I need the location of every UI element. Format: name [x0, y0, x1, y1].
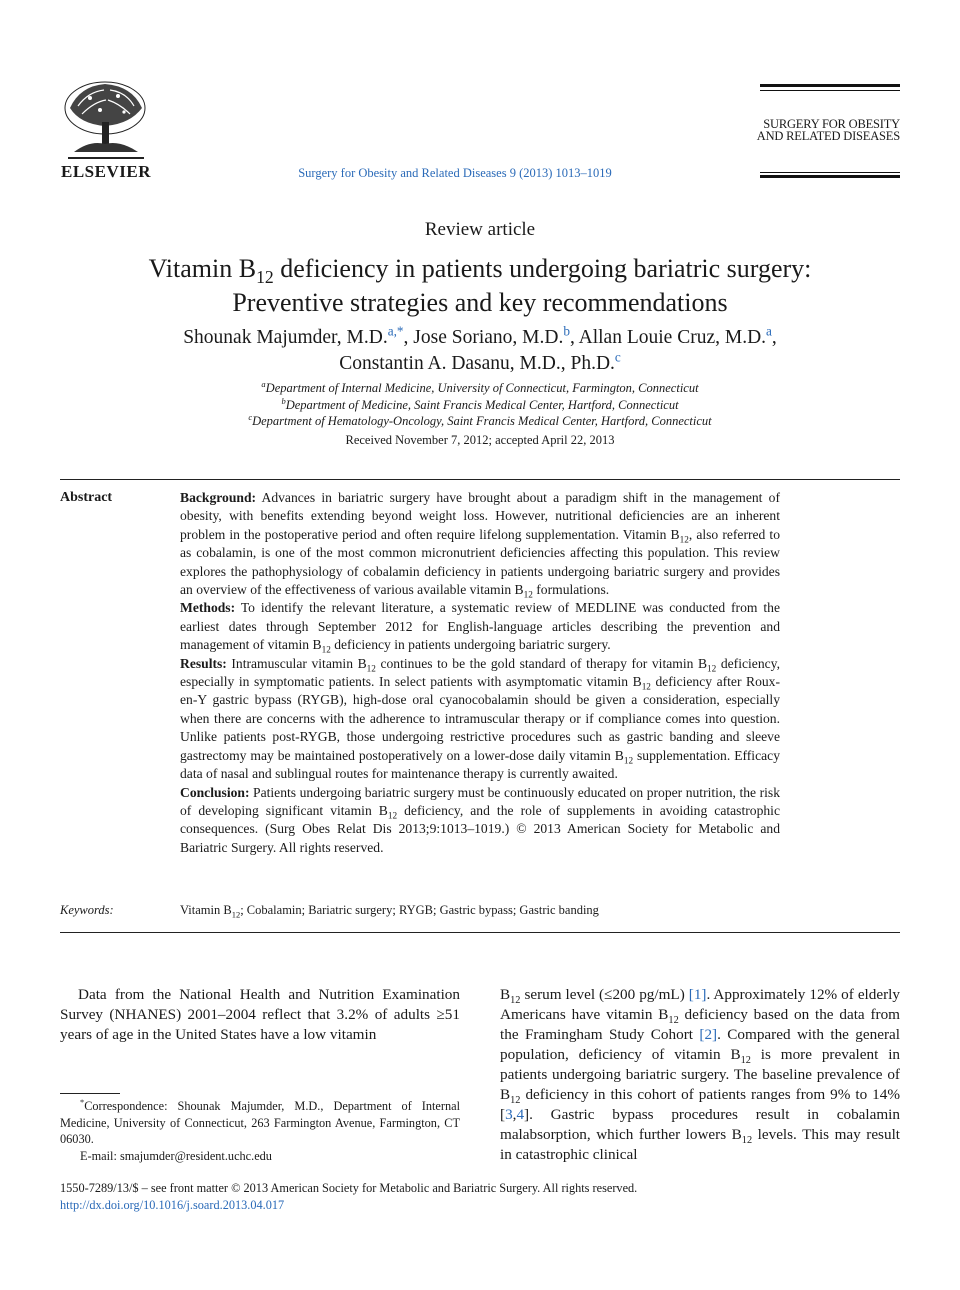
journal-rule-bottom-thick	[760, 175, 900, 178]
correspondence-footnote: *Correspondence: Shounak Majumder, M.D., Department of Internal Medicine, University of Connecticut, 263 Farmington Avenue, Farmington, CT 06030. E-mail: smajumder@resident.uchc.edu	[60, 1097, 460, 1163]
affiliation-line: $^b$Department of Medicine, Saint Francis Medical Center, Hartford, Connecticut	[281, 395, 679, 412]
journal-rule-bottom-thin	[760, 172, 900, 173]
doi-link[interactable]: http://dx.doi.org/10.1016/j.soard.2013.04.017	[60, 1198, 285, 1212]
abstract-label: Abstract	[60, 490, 113, 505]
reference-link[interactable]: [1]	[688, 986, 707, 1003]
author-name: Jose Soriano, M.D.	[413, 327, 564, 348]
abstract-results: Results: Intramuscular vitamin $B_{12}$ continues to be the gold standard of therapy for vitamin $B_{12}$ deficiency, especially in symptomatic patients. In select patients with asymptomatic vitamin $B_{12}$ deficiency after Roux-en-Y gastric bypass (RYGB), high-dose oral cyanocobalamin should be given a consideration, especially when there are concerns with the adherence to intramuscular therapy or if compliance comes into question. Unlike patients post-RYGB, those undergoing restrictive procedures such as gastric banding and sleeve gastrectomy may be maintained postoperatively on a lower-dose daily vitamin $B_{12}$ supplementation. Efficacy data of nasal and sublingual routes for maintenance therapy is currently awaited.	[180, 655, 780, 782]
journal-rule-top-thin	[760, 90, 900, 91]
journal-name: SURGERY FOR OBESITY AND RELATED DISEASES	[756, 117, 900, 143]
affiliation-mark[interactable]: c	[614, 349, 621, 365]
reference-link[interactable]: 4	[516, 1106, 525, 1123]
affiliation-line: $^c$Department of Hematology-Oncology, Saint Francis Medical Center, Hartford, Connecticut	[248, 411, 712, 428]
abstract-background: Background: Advances in bariatric surgery have brought about a paradigm shift in the management of obesity, with benefits extending beyond weight loss. However, nutritional deficiencies are an inherent problem in the postoperative period and often require lifelong supplementation. Vitamin $B_{12}$, also referred to as cobalamin, is one of the most common micronutrient deficiencies affecting this population. This review explores the pathophysiology of cobalamin deficiency in patients undergoing bariatric surgery and provides an overview of the effectiveness of various available vitamin $B_{12}$ formulations.	[180, 490, 780, 600]
author-name: Shounak Majumder, M.D.	[183, 327, 388, 348]
article-title: Vitamin $B_{12}$ deficiency in patients undergoing bariatric surgery: Preventive strategies and key recommendations	[148, 254, 812, 317]
reference-link[interactable]: 3	[505, 1106, 513, 1123]
affiliation-mark[interactable]: a,*	[387, 323, 404, 339]
affiliation-line: $^a$Department of Internal Medicine, University of Connecticut, Farmington, Connecticut	[261, 378, 699, 395]
received-dates: Received November 7, 2012; accepted April 22, 2013	[345, 433, 615, 447]
body-paragraph-right: $B_{12}$ serum level (≤200 pg/mL) [1]. Approximately 12% of elderly Americans have vitamin $B_{12}$ deficiency based on the data from the Framingham Study Cohort [2]. Compared with the general population, deficiency of vitamin $B_{12}$ is more prevalent in patients undergoing bariatric surgery. The baseline prevalence of $B_{12}$ deficiency in this cohort of patients ranges from 9% to 14% [3,4]. Gastric bypass procedures result in cobalamin malabsorption, which further lowers $B_{12}$ levels. This may result in catastrophic clinical	[500, 986, 901, 1163]
article-type: Review article	[424, 219, 536, 240]
abstract-top-rule	[60, 479, 900, 480]
publisher-name: ELSEVIER	[61, 162, 151, 181]
abstract-body	[180, 489, 780, 857]
keywords-list: Vitamin $B_{12}$; Cobalamin; Bariatric surgery; RYGB; Gastric bypass; Gastric banding	[180, 903, 599, 920]
affiliation-mark[interactable]: a	[766, 323, 772, 339]
copyright-line: 1550-7289/13/$ – see front matter © 2013 American Society for Metabolic and Bariatric Surgery. All rights reserved.	[60, 1181, 638, 1195]
abstract-bottom-rule	[60, 932, 900, 933]
author-name: Allan Louie Cruz, M.D.	[578, 327, 767, 348]
footnote-rule	[60, 1093, 120, 1094]
reference-link[interactable]: [2]	[699, 1026, 718, 1043]
affiliations	[60, 380, 900, 430]
journal-citation-link[interactable]: Surgery for Obesity and Related Diseases 9 (2013) 1013–1019	[298, 166, 612, 180]
journal-rule-top-thick	[760, 84, 900, 87]
abstract-methods: Methods: To identify the relevant literature, a systematic review of MEDLINE was conducted from the earliest dates through September 2012 for English-language articles describing the prevention and management of vitamin $B_{12}$ deficiency in patients undergoing bariatric surgery.	[180, 600, 780, 655]
affiliation-mark[interactable]: b	[563, 323, 570, 339]
author-name: Constantin A. Dasanu, M.D., Ph.D.	[339, 353, 615, 374]
body-paragraph-left: Data from the National Health and Nutrition Examination Survey (NHANES) 2001–2004 reflect that 3.2% of adults ≥51 years of age in the United States have a low vitamin	[60, 986, 460, 1043]
keywords-label: Keywords:	[60, 903, 114, 917]
author-list: Shounak Majumder, M.D.$^{a,*}$, Jose Soriano, M.D.$^b$, Allan Louie Cruz, M.D.$^a$, Constantin A. Dasanu, M.D., Ph.D.$^c$	[183, 323, 777, 374]
abstract-conclusion: Conclusion: Patients undergoing bariatric surgery must be continuously educated on proper nutrition, the risk of developing significant vitamin $B_{12}$ deficiency, and the role of supplements in avoiding catastrophic consequences. (Surg Obes Relat Dis 2013;9:1013–1019.) © 2013 American Society for Metabolic and Bariatric Surgery. All rights reserved.	[180, 784, 780, 855]
email-line: E-mail: smajumder@resident.uchc.edu	[80, 1148, 272, 1163]
